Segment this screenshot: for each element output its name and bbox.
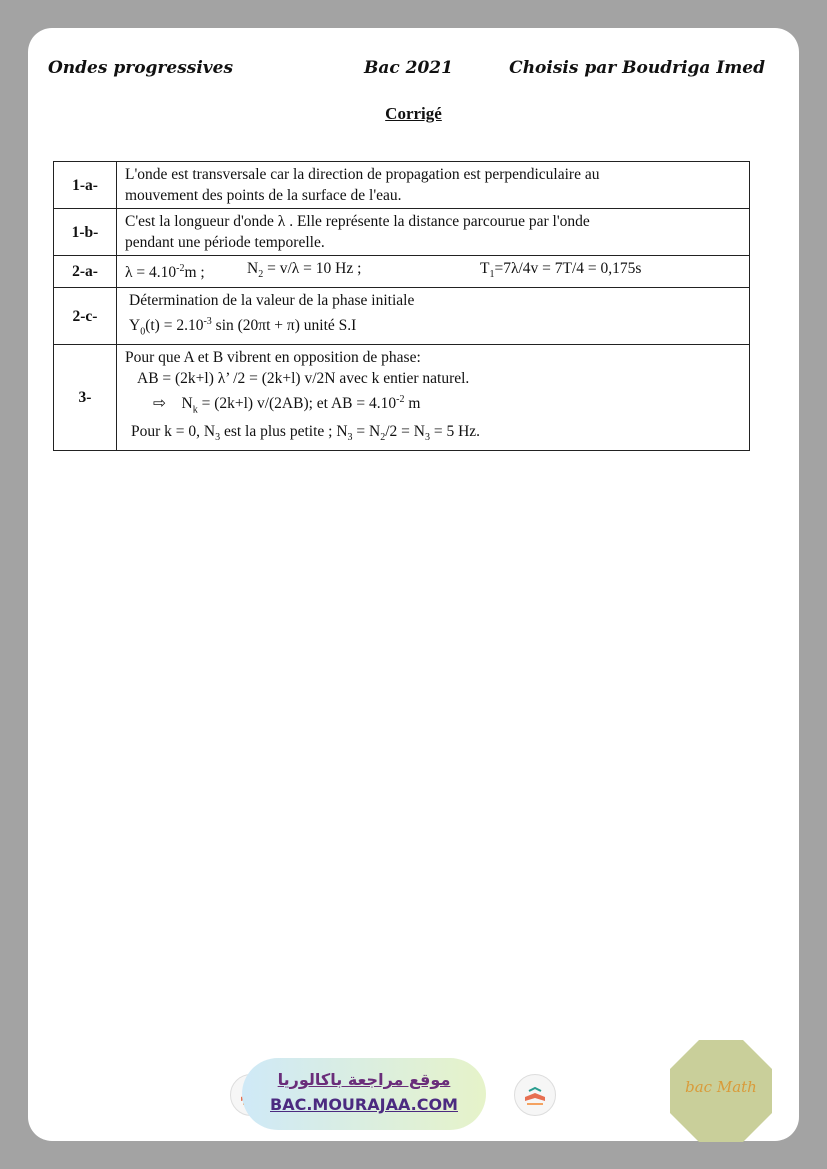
header-exam: Bac 2021 [364, 58, 453, 78]
answer-cell [117, 345, 750, 450]
page-title: Corrigé [385, 104, 442, 123]
badge-label: bac Math [685, 1078, 757, 1096]
question-number: 1-a- [54, 162, 117, 209]
question-number: 1-b- [54, 209, 117, 256]
site-banner-link[interactable]: BAC.MOURAJAA.COM [270, 1095, 458, 1114]
answer-cell [117, 288, 750, 345]
answer-table [53, 161, 750, 451]
answer-line: C'est la longueur d'onde λ . Elle représente la distance parcourue par l'onde [125, 213, 590, 230]
question-number: 2-c- [54, 288, 117, 345]
answer-line: pendant une période temporelle. [125, 234, 325, 251]
answer-cell [117, 209, 750, 256]
site-banner[interactable] [242, 1058, 486, 1130]
answer-line: Pour k = 0, $N_3$ est la plus petite ; $N_3 = N_2/2 = N_3 = 5$ Hz. [131, 422, 481, 443]
document-page [28, 28, 799, 1141]
table-row [54, 345, 750, 450]
table-row [54, 256, 750, 288]
answer-line: mouvement des points de la surface de l'eau. [125, 187, 402, 204]
answer-line [125, 258, 741, 285]
header-topic: Ondes progressives [48, 58, 234, 78]
frequency-value: $N_2 = v/\lambda = 10$ Hz ; [247, 260, 362, 281]
wavelength-value: $\lambda = 4.10^{-2}m$ ; [125, 263, 205, 282]
answer-line: Pour que A et B vibrent en opposition de phase: [125, 349, 421, 367]
table-row [54, 162, 750, 209]
answer-cell [117, 256, 750, 288]
answer-cell [117, 162, 750, 209]
question-number: 2-a- [54, 256, 117, 288]
site-banner-arabic[interactable]: موقع مراجعة باكالوريا [277, 1070, 451, 1089]
equation-line: $Y_0(t) = 2.10^{-3}$ sin (20πt + π) unité S.I [129, 316, 357, 338]
arrow-icon: ⇨ [153, 395, 166, 413]
answer-line: Détermination de la valeur de la phase initiale [129, 292, 415, 310]
answer-line: AB = (2k+l) λ’ /2 = (2k+l) v/2N avec k entier naturel. [137, 370, 470, 388]
duration-value: $T_1=7\lambda/4v = 7T/4 = 0,175s$ [480, 260, 642, 281]
answer-line: L'onde est transversale car la direction de propagation est perpendiculaire au [125, 166, 600, 183]
header-author: Choisis par Boudriga Imed [509, 58, 765, 78]
table-row [54, 288, 750, 345]
book-logo-icon [514, 1074, 556, 1116]
table-row [54, 209, 750, 256]
answer-line: ⇨ $N_k = (2k+l)$ v/(2AB); et AB = $4.10^{-2}$ m [153, 394, 421, 416]
question-number: 3- [54, 345, 117, 450]
bac-math-badge [668, 1038, 774, 1144]
